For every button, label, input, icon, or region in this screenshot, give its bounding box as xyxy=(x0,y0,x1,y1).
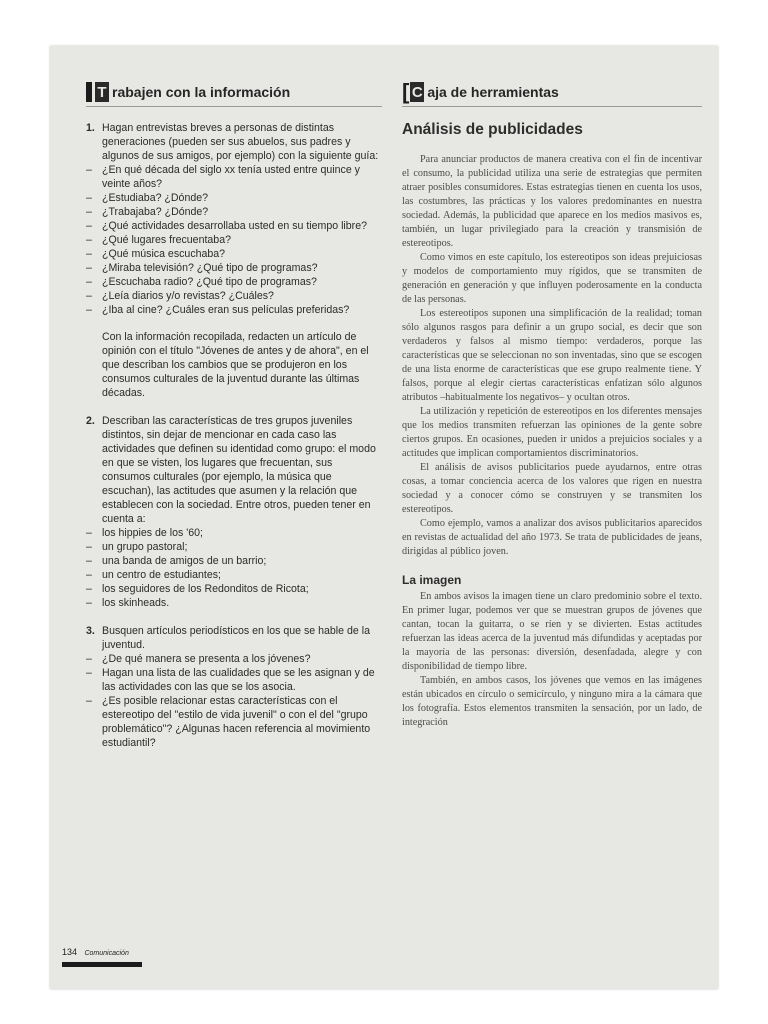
activity-number: 3. xyxy=(86,625,95,637)
question: – ¿En qué década del siglo xx tenía usted entre quince y veinte años? xyxy=(86,164,360,190)
article-title: Análisis de publicidades xyxy=(402,121,583,138)
activity-intro: Hagan entrevistas breves a personas de distintas generaciones (pueden ser sus abuelos, sus padres y algunos de sus amigos, por ejemplo) con la siguiente guía: xyxy=(102,122,379,162)
question: – Hagan una lista de las cualidades que se les asignan y de las actividades con las que se los asocia. xyxy=(86,667,375,693)
list-item: – un centro de estudiantes; xyxy=(86,569,221,581)
activity-item xyxy=(86,414,382,610)
section-header-caja xyxy=(402,80,702,107)
question: – ¿Qué lugares frecuentaba? xyxy=(86,234,231,246)
question: – ¿Miraba televisión? ¿Qué tipo de programas? xyxy=(86,262,318,274)
question: – ¿De qué manera se presenta a los jóvenes? xyxy=(86,653,311,665)
question: – ¿Qué actividades desarrollaba usted en su tiempo libre? xyxy=(86,220,367,232)
left-column xyxy=(86,80,382,759)
header-initial: C xyxy=(411,83,423,101)
article-paragraph: También, en ambos casos, los jóvenes que vemos en las imágenes están ubicados en círculo o semicírculo, y ninguno mira a la cámara que los fotografía. Estos elementos transmiten la sensación, por un lado, de integración xyxy=(402,675,702,728)
question: – ¿Es posible relacionar estas características con el estereotipo del "estilo de vida juvenil" o con el del "grupo problemático"? ¿Algunas hacen referencia al movimiento estudiantil? xyxy=(86,695,371,749)
activity-closing: Con la información recopilada, redacten un artículo de opinión con el título "Jóvenes de antes y de ahora", en el que describan los cambios que se produjeron en los consumos culturales de la juventud durante las últimas décadas. xyxy=(102,331,369,399)
book-page xyxy=(50,46,718,989)
list-item: – los seguidores de los Redonditos de Ricota; xyxy=(86,583,309,595)
question: – ¿Escuchaba radio? ¿Qué tipo de programas? xyxy=(86,276,317,288)
right-column xyxy=(402,80,702,730)
question: – ¿Iba al cine? ¿Cuáles eran sus películas preferidas? xyxy=(86,304,350,316)
activity-item xyxy=(86,121,382,400)
header-mark-icon xyxy=(86,82,92,102)
section-header-trabajen xyxy=(86,80,382,107)
activity-intro: Describan las características de tres grupos juveniles distintos, sin dejar de mencionar en cada caso las actividades que definen su identidad como grupo: el modo en que se visten, los lugares que frecuentan, sus consumos culturales (por ejemplo, la música que escuchan), las actitudes que asumen y la relación que establecen con la sociedad. Entre otros, pueden tener en cuenta a: xyxy=(102,415,376,525)
activity-intro: Busquen artículos periodísticos en los que se hable de la juventud. xyxy=(102,625,370,651)
article-paragraph: Los estereotipos suponen una simplificación de la realidad; toman sólo algunos rasgos para definir a un grupo social, es decir que son verdaderos y falsos al mismo tiempo: verdaderos, porque las características que se seleccionan no son inventadas, sino que se escogen de una lista enorme de características que ese grupo realmente tiene. Y falsos, porque al elegir ciertas características enfatizan sólo algunos atributos –habitualmente los negativos– y ocultan otros. xyxy=(402,308,702,403)
list-item: – los hippies de los '60; xyxy=(86,527,203,539)
question: – ¿Leía diarios y/o revistas? ¿Cuáles? xyxy=(86,290,274,302)
question: – ¿Qué música escuchaba? xyxy=(86,248,226,260)
question: – ¿Estudiaba? ¿Dónde? xyxy=(86,192,209,204)
header-title: aja de herramientas xyxy=(427,84,559,100)
list-item: – los skinheads. xyxy=(86,597,170,609)
article-paragraph: Para anunciar productos de manera creativa con el fin de incentivar el consumo, la publicidad utiliza una serie de estrategias que permiten atraer posibles consumidores. Estas estrategias tienen en cuenta los usos, las costumbres, las prácticas y los valores predominantes en nuestra sociedad. Además, la publicidad que aparece en los medios masivos es, también, un lugar privilegiado para la creación y transmisión de estereotipos. xyxy=(402,154,702,249)
article-paragraph: Como vimos en este capítulo, los estereotipos son ideas prejuiciosas y modelos de comportamiento muy rígidos, que se transmiten de generación en generación y que influyen poderosamente en la conducta de las personas. xyxy=(402,252,702,305)
question: – ¿Trabajaba? ¿Dónde? xyxy=(86,206,209,218)
page-number: 134 xyxy=(62,947,78,957)
activity-number: 1. xyxy=(86,122,95,134)
article-paragraph: La utilización y repetición de estereotipos en los diferentes mensajes que los medios transmiten refuerzan las opiniones de la gente sobre ciertos grupos. En ocasiones, pueden ir unidos a prejuicios sociales y a actitudes que implican comportamientos discriminatorios. xyxy=(402,406,702,459)
article-paragraph: Como ejemplo, vamos a analizar dos avisos publicitarios aparecidos en revistas de actualidad del año 1973. Se trata de publicidades de jeans, dirigidas al público joven. xyxy=(402,518,702,557)
activity-number: 2. xyxy=(86,415,95,427)
footer-bar xyxy=(62,962,142,967)
article-subheading: La imagen xyxy=(402,573,462,587)
page-footer xyxy=(62,942,142,967)
header-initial: T xyxy=(95,82,109,102)
footer-section: Comunicación xyxy=(84,950,129,957)
activity-item xyxy=(86,624,382,750)
header-bracket-icon: [ xyxy=(402,79,410,104)
header-title: rabajen con la información xyxy=(112,84,291,100)
article-paragraph: En ambos avisos la imagen tiene un claro predominio sobre el texto. En primer lugar, podemos ver que se muestran grupos de jóvenes que cantan, tocan la guitarra, o se ríen y se divierten. Estas actitudes refuerzan las ideas acerca de la juventud más difundidas y aceptadas por la mayoría de las personas: diversión, desenfadada, alegre y con disponibilidad de tiempo libre. xyxy=(402,591,702,672)
article-paragraph: El análisis de avisos publicitarios puede ayudarnos, entre otras cosas, a tomar conciencia acerca de los valores que rigen en nuestra sociedad y a conocer cómo se construyen y se transmiten los estereotipos. xyxy=(402,462,702,515)
list-item: – una banda de amigos de un barrio; xyxy=(86,555,267,567)
list-item: – un grupo pastoral; xyxy=(86,541,188,553)
